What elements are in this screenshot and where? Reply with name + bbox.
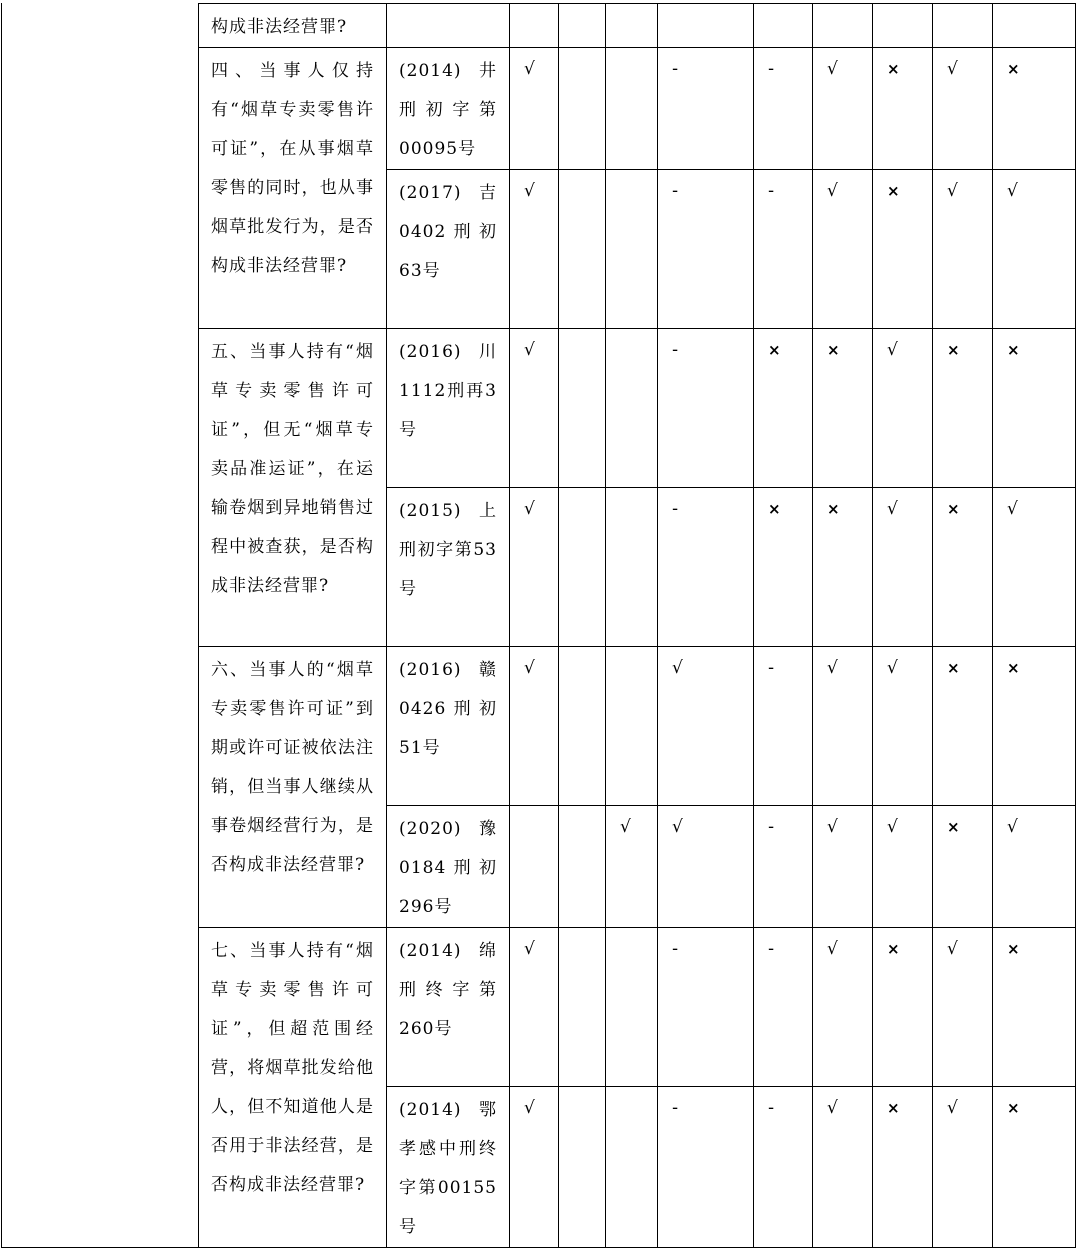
criterion-mark-cell: √ xyxy=(993,170,1076,329)
criterion-mark-cell: × xyxy=(813,329,873,488)
criterion-mark-cell: - xyxy=(658,48,754,170)
criterion-mark-cell xyxy=(606,48,658,170)
criterion-mark-cell: √ xyxy=(606,806,658,928)
criterion-mark-cell: √ xyxy=(813,1087,873,1248)
case-number-cell: (2014)井刑初字第00095号 xyxy=(387,48,510,170)
criterion-mark-cell xyxy=(559,806,606,928)
criterion-mark-cell: - xyxy=(754,928,813,1087)
table-row xyxy=(2,4,1076,48)
criterion-mark-cell: × xyxy=(993,329,1076,488)
question-cell: 七、当事人持有“烟草专卖零售许可证”，但超范围经营，将烟草批发给他人，但不知道他人是否用于非法经营，是否构成非法经营罪? xyxy=(199,928,387,1248)
criterion-mark-cell: × xyxy=(993,647,1076,806)
criterion-mark-cell: √ xyxy=(510,1087,559,1248)
case-number-cell: (2014) 绵刑终字第260号 xyxy=(387,928,510,1087)
criterion-mark-cell xyxy=(606,4,658,48)
criterion-mark-cell xyxy=(873,4,933,48)
criterion-mark-cell: √ xyxy=(510,170,559,329)
criterion-mark-cell: × xyxy=(754,488,813,647)
criterion-mark-cell: × xyxy=(873,170,933,329)
question-cell: 六、当事人的“烟草专卖零售许可证”到期或许可证被依法注销，但当事人继续从事卷烟经营行为，是否构成非法经营罪? xyxy=(199,647,387,928)
criterion-mark-cell: √ xyxy=(873,806,933,928)
criterion-mark-cell: - xyxy=(658,170,754,329)
criterion-mark-cell: √ xyxy=(933,928,993,1087)
criterion-mark-cell: √ xyxy=(813,170,873,329)
criterion-mark-cell: √ xyxy=(873,488,933,647)
criterion-mark-cell: √ xyxy=(658,806,754,928)
criterion-mark-cell xyxy=(993,4,1076,48)
criterion-mark-cell: × xyxy=(993,1087,1076,1248)
criterion-mark-cell: - xyxy=(754,170,813,329)
case-number-cell: (2020) 豫0184刑初296号 xyxy=(387,806,510,928)
criterion-mark-cell xyxy=(606,647,658,806)
criterion-mark-cell xyxy=(658,4,754,48)
criterion-mark-cell xyxy=(813,4,873,48)
criterion-mark-cell: √ xyxy=(510,488,559,647)
criterion-mark-cell: √ xyxy=(993,488,1076,647)
criterion-mark-cell xyxy=(559,4,606,48)
category-cell xyxy=(2,4,199,1248)
criterion-mark-cell: √ xyxy=(813,48,873,170)
criterion-mark-cell xyxy=(559,329,606,488)
criterion-mark-cell xyxy=(606,329,658,488)
criterion-mark-cell: √ xyxy=(813,806,873,928)
criterion-mark-cell: √ xyxy=(658,647,754,806)
criterion-mark-cell: √ xyxy=(510,48,559,170)
case-number-cell: (2014)鄂孝感中刑终字第00155号 xyxy=(387,1087,510,1248)
criterion-mark-cell: √ xyxy=(933,48,993,170)
criterion-mark-cell xyxy=(933,4,993,48)
case-number-cell: (2016) 赣0426刑初51号 xyxy=(387,647,510,806)
criterion-mark-cell: √ xyxy=(510,647,559,806)
criterion-mark-cell: × xyxy=(873,928,933,1087)
criterion-mark-cell: √ xyxy=(873,329,933,488)
criterion-mark-cell: √ xyxy=(813,928,873,1087)
criterion-mark-cell: - xyxy=(658,1087,754,1248)
criterion-mark-cell: √ xyxy=(993,806,1076,928)
case-number-cell xyxy=(387,4,510,48)
criterion-mark-cell: × xyxy=(933,488,993,647)
question-cell: 构成非法经营罪? xyxy=(199,4,387,48)
case-number-cell: (2015)上刑初字第53号 xyxy=(387,488,510,647)
criterion-mark-cell: × xyxy=(873,48,933,170)
criterion-mark-cell: × xyxy=(933,806,993,928)
criterion-mark-cell: × xyxy=(754,329,813,488)
criterion-mark-cell xyxy=(754,4,813,48)
criterion-mark-cell: √ xyxy=(510,928,559,1087)
criterion-mark-cell: - xyxy=(658,329,754,488)
criterion-mark-cell: √ xyxy=(873,647,933,806)
criterion-mark-cell: - xyxy=(658,928,754,1087)
criterion-mark-cell: × xyxy=(933,647,993,806)
case-comparison-table xyxy=(1,3,1076,1248)
criterion-mark-cell: × xyxy=(933,329,993,488)
criterion-mark-cell xyxy=(559,48,606,170)
criterion-mark-cell xyxy=(606,488,658,647)
criterion-mark-cell: × xyxy=(873,1087,933,1248)
criterion-mark-cell xyxy=(510,806,559,928)
criterion-mark-cell: - xyxy=(754,806,813,928)
criterion-mark-cell: × xyxy=(993,48,1076,170)
criterion-mark-cell xyxy=(559,928,606,1087)
criterion-mark-cell xyxy=(606,1087,658,1248)
criterion-mark-cell xyxy=(606,170,658,329)
criterion-mark-cell xyxy=(559,647,606,806)
criterion-mark-cell: × xyxy=(993,928,1076,1087)
criterion-mark-cell xyxy=(606,928,658,1087)
case-number-cell: (2017) 吉0402刑初63号 xyxy=(387,170,510,329)
criterion-mark-cell xyxy=(559,1087,606,1248)
criterion-mark-cell: × xyxy=(813,488,873,647)
criterion-mark-cell xyxy=(559,488,606,647)
criterion-mark-cell xyxy=(510,4,559,48)
criterion-mark-cell xyxy=(559,170,606,329)
criterion-mark-cell: - xyxy=(754,48,813,170)
criterion-mark-cell: √ xyxy=(933,170,993,329)
criterion-mark-cell: √ xyxy=(933,1087,993,1248)
criterion-mark-cell: √ xyxy=(510,329,559,488)
question-cell: 五、当事人持有“烟草专卖零售许可证”，但无“烟草专卖品准运证”，在运输卷烟到异地销售过程中被查获，是否构成非法经营罪? xyxy=(199,329,387,647)
case-number-cell: (2016) 川1112刑再3号 xyxy=(387,329,510,488)
criterion-mark-cell: - xyxy=(754,1087,813,1248)
criterion-mark-cell: - xyxy=(754,647,813,806)
criterion-mark-cell: - xyxy=(658,488,754,647)
criterion-mark-cell: √ xyxy=(813,647,873,806)
question-cell: 四、当事人仅持有“烟草专卖零售许可证”，在从事烟草零售的同时，也从事烟草批发行为，是否构成非法经营罪? xyxy=(199,48,387,329)
